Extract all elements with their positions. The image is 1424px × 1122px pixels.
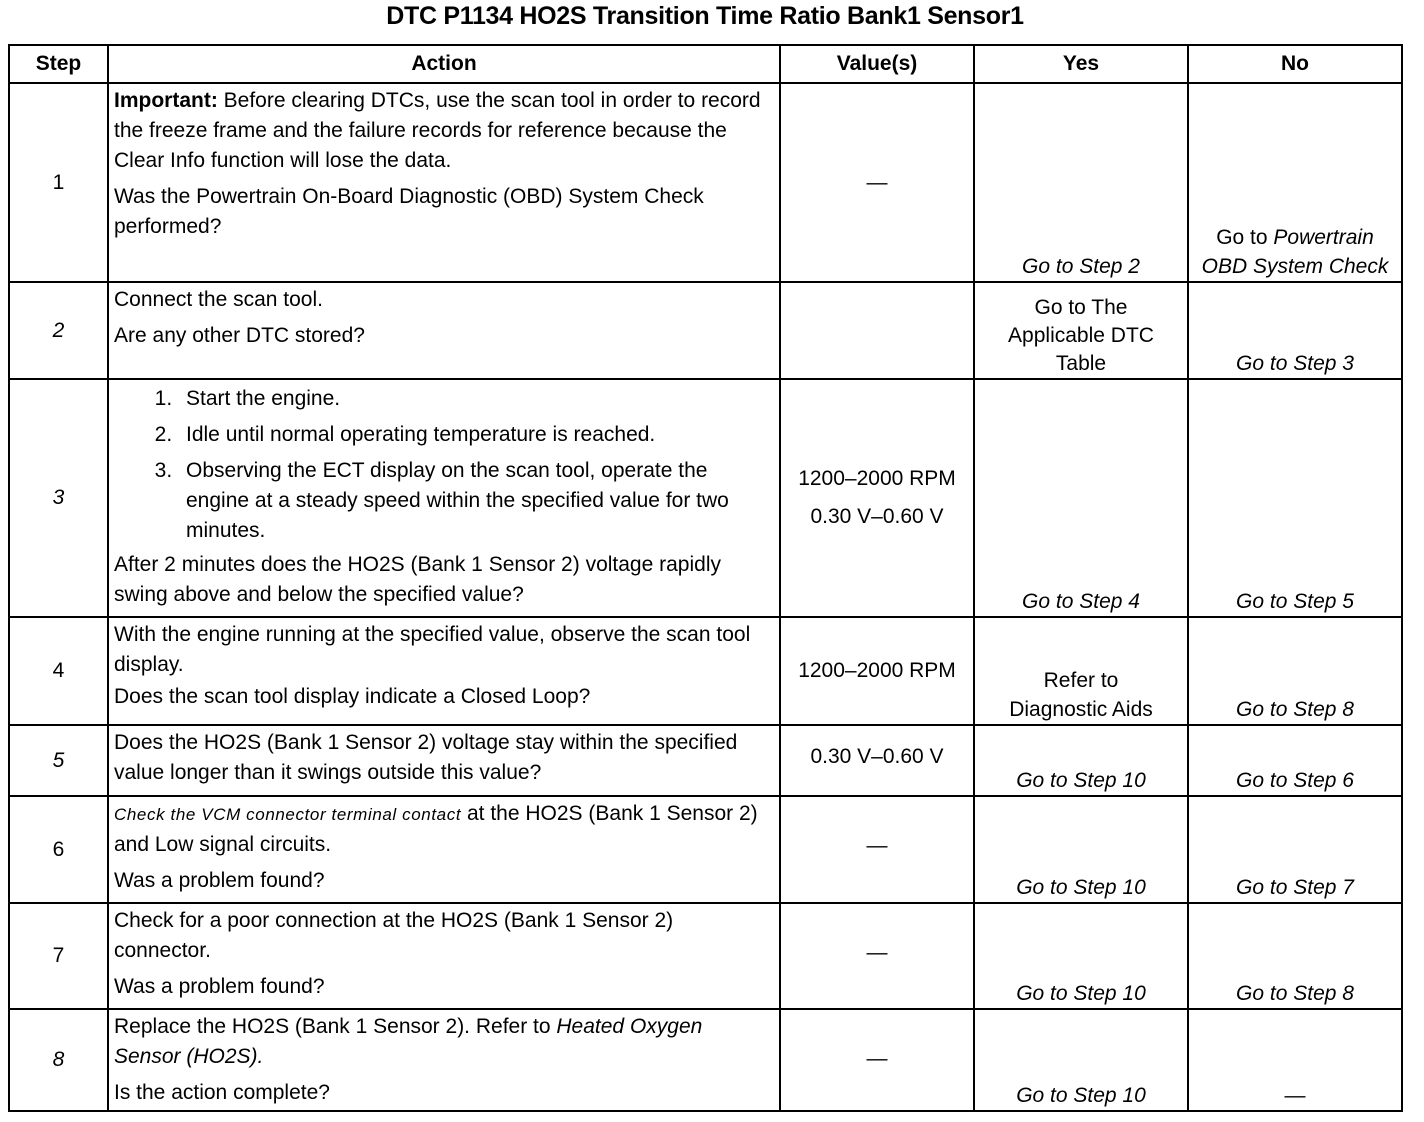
step-number: 7 (9, 903, 108, 1009)
value-cell (780, 282, 974, 379)
value-cell (780, 1009, 974, 1111)
table-row (9, 725, 1402, 796)
no-prefix: Go to (1216, 226, 1274, 249)
action-list-item: 1. Start the engine. (178, 384, 773, 414)
action-rest-part: at the HO2S (Bank 1 Sensor 2) and Low signal circuits. (114, 802, 758, 856)
no-cell[interactable]: Go to Step 8 (1188, 903, 1402, 1009)
action-cell (108, 282, 780, 379)
header-yes: Yes (974, 45, 1188, 83)
page-title: DTC P1134 HO2S Transition Time Ratio Bank1 Sensor1 (386, 2, 1024, 30)
value-cell (780, 796, 974, 903)
no-cell[interactable]: Go to Step 8 (1188, 617, 1402, 725)
header-no: No (1188, 45, 1402, 83)
step-number: 4 (9, 617, 108, 725)
action-question: Is the action complete? (114, 1081, 330, 1104)
value-cell (780, 725, 974, 796)
action-link-heated-oxygen-sensor[interactable]: Heated Oxygen Sensor (HO2S). (114, 1015, 703, 1068)
action-line (114, 1012, 773, 1072)
no-link-obd-check[interactable]: Powertrain OBD System Check (1201, 226, 1389, 278)
important-text: Before clearing DTCs, use the scan tool in order to record the freeze frame and the failure records for reference because the Clear Info function will lose the data. (114, 89, 761, 172)
step-number: 5 (9, 725, 108, 796)
value-voltage: 0.30 V–0.60 V (810, 745, 944, 768)
no-cell[interactable]: Go to Step 6 (1188, 725, 1402, 796)
diagnostic-table (8, 44, 1403, 1112)
action-cell (108, 903, 780, 1009)
no-cell[interactable]: Go to Step 3 (1188, 282, 1402, 379)
yes-cell[interactable]: Go to Step 10 (974, 796, 1188, 903)
action-question: Was a problem found? (114, 869, 325, 892)
value-cell (780, 617, 974, 725)
value-rpm: 1200–2000 RPM (798, 659, 956, 682)
header-step: Step (9, 45, 108, 83)
no-cell[interactable]: Go to Step 5 (1188, 379, 1402, 617)
important-label: Important: (114, 89, 218, 112)
table-row (9, 379, 1402, 617)
value-dash: — (866, 941, 888, 964)
step-number: 1 (9, 83, 108, 282)
action-cell (108, 1009, 780, 1111)
action-cell (108, 379, 780, 617)
step-number: 3 (9, 379, 108, 617)
table-row (9, 903, 1402, 1009)
yes-cell[interactable]: Go to The Applicable DTC Table (974, 282, 1188, 379)
table-row (9, 83, 1402, 282)
value-cell (780, 379, 974, 617)
header-values: Value(s) (780, 45, 974, 83)
step-number: 6 (9, 796, 108, 903)
action-question: Was a problem found? (114, 975, 325, 998)
action-list-item: 2. Idle until normal operating temperature is reached. (178, 420, 773, 450)
yes-cell[interactable]: Go to Step 10 (974, 725, 1188, 796)
yes-cell[interactable]: Refer to Diagnostic Aids (974, 617, 1188, 725)
table-row (9, 796, 1402, 903)
action-cell (108, 725, 780, 796)
action-question: Are any other DTC stored? (114, 324, 365, 347)
action-italic-part: Check the VCM connector terminal contact (114, 805, 462, 824)
table-row (9, 1009, 1402, 1111)
value-dash: — (866, 171, 888, 194)
action-line: Check for a poor connection at the HO2S (Bank 1 Sensor 2) connector. (114, 909, 674, 962)
action-important (114, 86, 773, 176)
value-cell (780, 903, 974, 1009)
action-cell (108, 83, 780, 282)
action-question: Does the HO2S (Bank 1 Sensor 2) voltage stay within the specified value longer than it swings outside this value? (114, 731, 738, 784)
action-line: Connect the scan tool. (114, 288, 323, 311)
header-action: Action (108, 45, 780, 83)
no-cell[interactable] (1188, 83, 1402, 282)
action-line (114, 799, 773, 860)
value-voltage: 0.30 V–0.60 V (810, 505, 944, 528)
value-dash: — (866, 834, 888, 857)
action-list (114, 384, 773, 546)
no-cell[interactable]: Go to Step 7 (1188, 796, 1402, 903)
action-plain-part: Replace the HO2S (Bank 1 Sensor 2). Refer to (114, 1015, 557, 1038)
value-dash: — (866, 1047, 888, 1070)
yes-cell[interactable]: Go to Step 4 (974, 379, 1188, 617)
action-cell (108, 617, 780, 725)
value-cell (780, 83, 974, 282)
action-line: With the engine running at the specified value, observe the scan tool display. (114, 623, 751, 676)
no-cell: — (1188, 1009, 1402, 1111)
yes-cell[interactable]: Go to Step 10 (974, 903, 1188, 1009)
action-question: After 2 minutes does the HO2S (Bank 1 Sensor 2) voltage rapidly swing above and below the specified value? (114, 553, 721, 606)
action-cell (108, 796, 780, 903)
header-row (9, 45, 1402, 83)
action-question: Does the scan tool display indicate a Closed Loop? (114, 685, 591, 708)
step-number: 8 (9, 1009, 108, 1111)
action-list-item: 3. Observing the ECT display on the scan tool, operate the engine at a steady speed within the specified value for two minutes. (178, 456, 773, 546)
yes-cell[interactable]: Go to Step 10 (974, 1009, 1188, 1111)
table-row (9, 282, 1402, 379)
action-question: Was the Powertrain On-Board Diagnostic (OBD) System Check performed? (114, 185, 704, 238)
value-rpm: 1200–2000 RPM (798, 467, 956, 490)
yes-cell[interactable]: Go to Step 2 (974, 83, 1188, 282)
table-row (9, 617, 1402, 725)
step-number: 2 (9, 282, 108, 379)
